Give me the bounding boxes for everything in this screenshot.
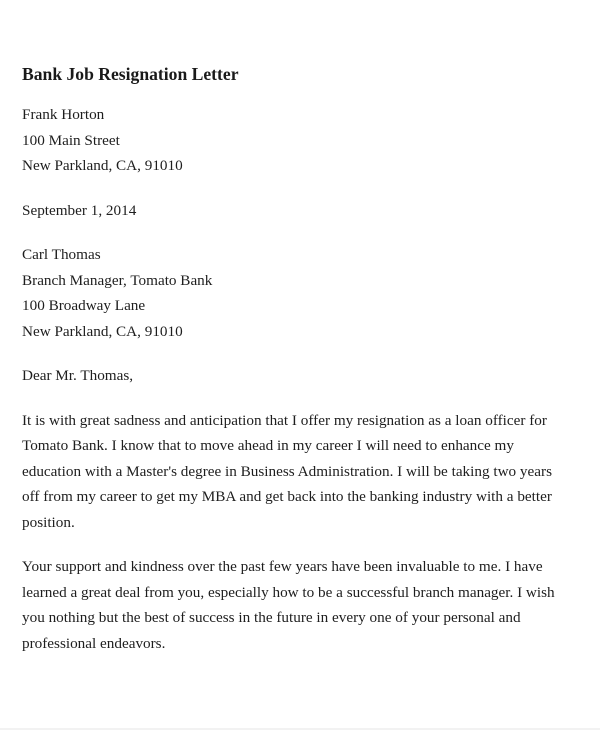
- paragraph-line: Tomato Bank. I know that to move ahead in my career I will need to enhance my: [22, 437, 514, 454]
- sender-address: [22, 102, 592, 179]
- recipient-position: Branch Manager, Tomato Bank: [22, 271, 213, 289]
- recipient-city-line: New Parkland, CA, 91010: [22, 322, 183, 340]
- recipient-name: Carl Thomas: [22, 246, 101, 263]
- salutation: Dear Mr. Thomas,: [22, 367, 134, 384]
- paragraph-line: learned a great deal from you, especially how to be a successful branch manager. I wish: [22, 583, 555, 601]
- recipient-address: [22, 242, 592, 344]
- paragraph-line: Your support and kindness over the past few years have been invaluable to me. I have: [22, 558, 543, 575]
- salutation-block: [22, 363, 592, 389]
- sender-city-line: New Parkland, CA, 91010: [22, 157, 183, 174]
- recipient-street: 100 Broadway Lane: [22, 297, 146, 314]
- body-paragraph-1: [22, 408, 592, 536]
- paragraph-line: position.: [22, 513, 75, 531]
- paragraph-line: It is with great sadness and anticipation that I offer my resignation as a loan officer for: [22, 411, 547, 429]
- paragraph-line: you nothing but the best of success in the future in every one of your personal and: [22, 609, 521, 626]
- paragraph-line: professional endeavors.: [22, 634, 166, 652]
- paragraph-line: off from my career to get my MBA and get back into the banking industry with a better: [22, 488, 552, 505]
- letter-date: September 1, 2014: [22, 201, 137, 219]
- letter-date-block: [22, 198, 592, 224]
- document-title: Bank Job Resignation Letter: [22, 64, 239, 84]
- sender-street: 100 Main Street: [22, 131, 120, 149]
- paragraph-line: education with a Master's degree in Business Administration. I will be taking two years: [22, 462, 552, 480]
- body-paragraph-2: [22, 554, 592, 656]
- letter-body: [22, 60, 592, 675]
- sender-name: Frank Horton: [22, 106, 105, 123]
